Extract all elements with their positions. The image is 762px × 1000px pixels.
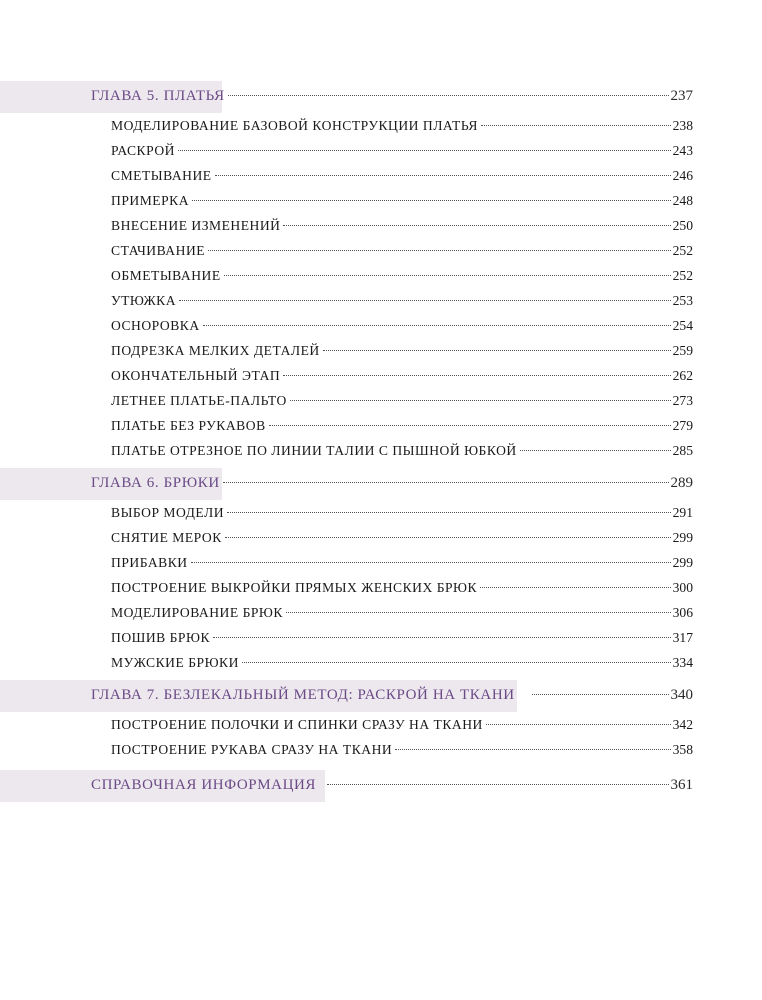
toc-entry-page: 262: [672, 368, 693, 383]
chapter-6-page: 289: [670, 475, 693, 491]
dot-leader: [327, 784, 668, 785]
dot-leader: [215, 175, 671, 176]
toc-entry-label: ПОСТРОЕНИЕ ПОЛОЧКИ И СПИНКИ СРАЗУ НА ТКАНИ: [111, 717, 483, 732]
toc-entry[interactable]: [0, 502, 762, 527]
toc-entry-label: ПЛАТЬЕ БЕЗ РУКАВОВ: [111, 418, 266, 433]
toc-entry[interactable]: [0, 652, 762, 677]
dot-leader: [395, 749, 670, 750]
toc-entry-page: 248: [672, 193, 693, 208]
toc-entry-label: МУЖСКИЕ БРЮКИ: [111, 655, 239, 670]
toc-entry-page: 250: [672, 218, 693, 233]
toc-entry[interactable]: [0, 240, 762, 265]
dot-leader: [286, 612, 671, 613]
toc-entry-page: 259: [672, 343, 693, 358]
toc-entry[interactable]: [0, 739, 762, 764]
toc-entry-page: 358: [672, 742, 693, 757]
reference-row: [91, 777, 693, 794]
dot-leader: [480, 587, 671, 588]
toc-entry-page: 342: [672, 717, 693, 732]
reference-title: СПРАВОЧНАЯ ИНФОРМАЦИЯ: [91, 777, 317, 793]
toc-entry-page: 243: [672, 143, 693, 158]
toc-entry[interactable]: [0, 390, 762, 415]
toc-entry-page: 334: [672, 655, 693, 670]
toc-entry[interactable]: [0, 165, 762, 190]
toc-entry-label: ПРИМЕРКА: [111, 193, 190, 208]
toc-entry-label: СНЯТИЕ МЕРОК: [111, 530, 222, 545]
toc-entry-page: 299: [672, 530, 693, 545]
toc-entry[interactable]: [0, 290, 762, 315]
chapter-5-heading[interactable]: [0, 81, 762, 113]
chapter-6-row: [91, 475, 693, 492]
dot-leader: [323, 350, 671, 351]
dot-leader: [242, 662, 671, 663]
toc-entry-label: ПОСТРОЕНИЕ РУКАВА СРАЗУ НА ТКАНИ: [111, 742, 393, 757]
chapter-5-sections: [0, 115, 762, 465]
dot-leader: [227, 512, 671, 513]
chapter-6-title: ГЛАВА 6. БРЮКИ: [91, 475, 220, 491]
toc-entry-label: ЛЕТНЕЕ ПЛАТЬЕ-ПАЛЬТО: [111, 393, 287, 408]
toc-entry-label: МОДЕЛИРОВАНИЕ БРЮК: [111, 605, 283, 620]
toc-entry-label: ОСНОРОВКА: [111, 318, 200, 333]
chapter-6-heading[interactable]: [0, 468, 762, 500]
toc-entry-page: 300: [672, 580, 693, 595]
dot-leader: [224, 275, 671, 276]
dot-leader: [192, 200, 671, 201]
toc-entry[interactable]: [0, 365, 762, 390]
toc-entry[interactable]: [0, 714, 762, 739]
chapter-5-title: ГЛАВА 5. ПЛАТЬЯ: [91, 88, 225, 104]
dot-leader: [290, 400, 671, 401]
toc-entry-page: 279: [672, 418, 693, 433]
dot-leader: [208, 250, 671, 251]
toc-entry-page: 252: [672, 243, 693, 258]
dot-leader: [532, 694, 669, 695]
toc-entry-label: ПРИБАВКИ: [111, 555, 188, 570]
toc-entry[interactable]: [0, 627, 762, 652]
chapter-7-sections: [0, 714, 762, 764]
toc-entry-page: 299: [672, 555, 693, 570]
toc-entry[interactable]: [0, 577, 762, 602]
chapter-7-heading[interactable]: [0, 680, 762, 712]
toc-entry[interactable]: [0, 527, 762, 552]
dot-leader: [283, 375, 670, 376]
chapter-7-row: [91, 687, 693, 704]
toc-entry-label: ПОСТРОЕНИЕ ВЫКРОЙКИ ПРЯМЫХ ЖЕНСКИХ БРЮК: [111, 580, 478, 595]
toc-entry-label: ПОШИВ БРЮК: [111, 630, 211, 645]
table-of-contents: [0, 81, 762, 804]
dot-leader: [178, 150, 671, 151]
dot-leader: [223, 482, 669, 483]
toc-entry[interactable]: [0, 315, 762, 340]
toc-entry-label: УТЮЖКА: [111, 293, 177, 308]
toc-entry[interactable]: [0, 115, 762, 140]
dot-leader: [481, 125, 671, 126]
toc-entry-page: 306: [672, 605, 693, 620]
toc-entry[interactable]: [0, 340, 762, 365]
toc-entry[interactable]: [0, 215, 762, 240]
dot-leader: [486, 724, 671, 725]
dot-leader: [213, 637, 671, 638]
dot-leader: [520, 450, 671, 451]
dot-leader: [191, 562, 671, 563]
toc-entry[interactable]: [0, 440, 762, 465]
toc-entry-page: 253: [672, 293, 693, 308]
chapter-6-sections: [0, 502, 762, 677]
toc-entry-page: 317: [672, 630, 693, 645]
toc-entry-label: СТАЧИВАНИЕ: [111, 243, 206, 258]
dot-leader: [269, 425, 671, 426]
toc-entry-page: 238: [672, 118, 693, 133]
toc-entry-page: 273: [672, 393, 693, 408]
toc-entry-page: 285: [672, 443, 693, 458]
toc-entry-page: 252: [672, 268, 693, 283]
toc-entry[interactable]: [0, 415, 762, 440]
toc-entry-label: ПЛАТЬЕ ОТРЕЗНОЕ ПО ЛИНИИ ТАЛИИ С ПЫШНОЙ ЮБКОЙ: [111, 443, 517, 458]
toc-entry-label: СМЕТЫВАНИЕ: [111, 168, 212, 183]
toc-entry[interactable]: [0, 602, 762, 627]
toc-entry-label: ОБМЕТЫВАНИЕ: [111, 268, 221, 283]
toc-entry[interactable]: [0, 190, 762, 215]
chapter-5-page: 237: [670, 88, 693, 104]
toc-entry[interactable]: [0, 265, 762, 290]
toc-entry-page: 291: [672, 505, 693, 520]
toc-entry-page: 246: [672, 168, 693, 183]
toc-entry-page: 254: [672, 318, 693, 333]
reference-page: 361: [670, 777, 693, 793]
dot-leader: [283, 225, 670, 226]
toc-entry[interactable]: [0, 140, 762, 165]
dot-leader: [179, 300, 671, 301]
chapter-5-row: [91, 88, 693, 105]
toc-entry-label: ВЫБОР МОДЕЛИ: [111, 505, 225, 520]
dot-leader: [203, 325, 671, 326]
chapter-7-page: 340: [670, 687, 693, 703]
toc-entry-label: ПОДРЕЗКА МЕЛКИХ ДЕТАЛЕЙ: [111, 343, 320, 358]
toc-entry-label: ВНЕСЕНИЕ ИЗМЕНЕНИЙ: [111, 218, 281, 233]
chapter-7-title: ГЛАВА 7. БЕЗЛЕКАЛЬНЫЙ МЕТОД: РАСКРОЙ НА ТКАНИ: [91, 687, 515, 703]
toc-entry-label: ОКОНЧАТЕЛЬНЫЙ ЭТАП: [111, 368, 281, 383]
reference-heading[interactable]: [0, 770, 762, 802]
dot-leader: [225, 537, 671, 538]
toc-entry-label: РАСКРОЙ: [111, 143, 175, 158]
toc-entry[interactable]: [0, 552, 762, 577]
toc-entry-label: МОДЕЛИРОВАНИЕ БАЗОВОЙ КОНСТРУКЦИИ ПЛАТЬЯ: [111, 118, 479, 133]
dot-leader: [228, 95, 669, 96]
